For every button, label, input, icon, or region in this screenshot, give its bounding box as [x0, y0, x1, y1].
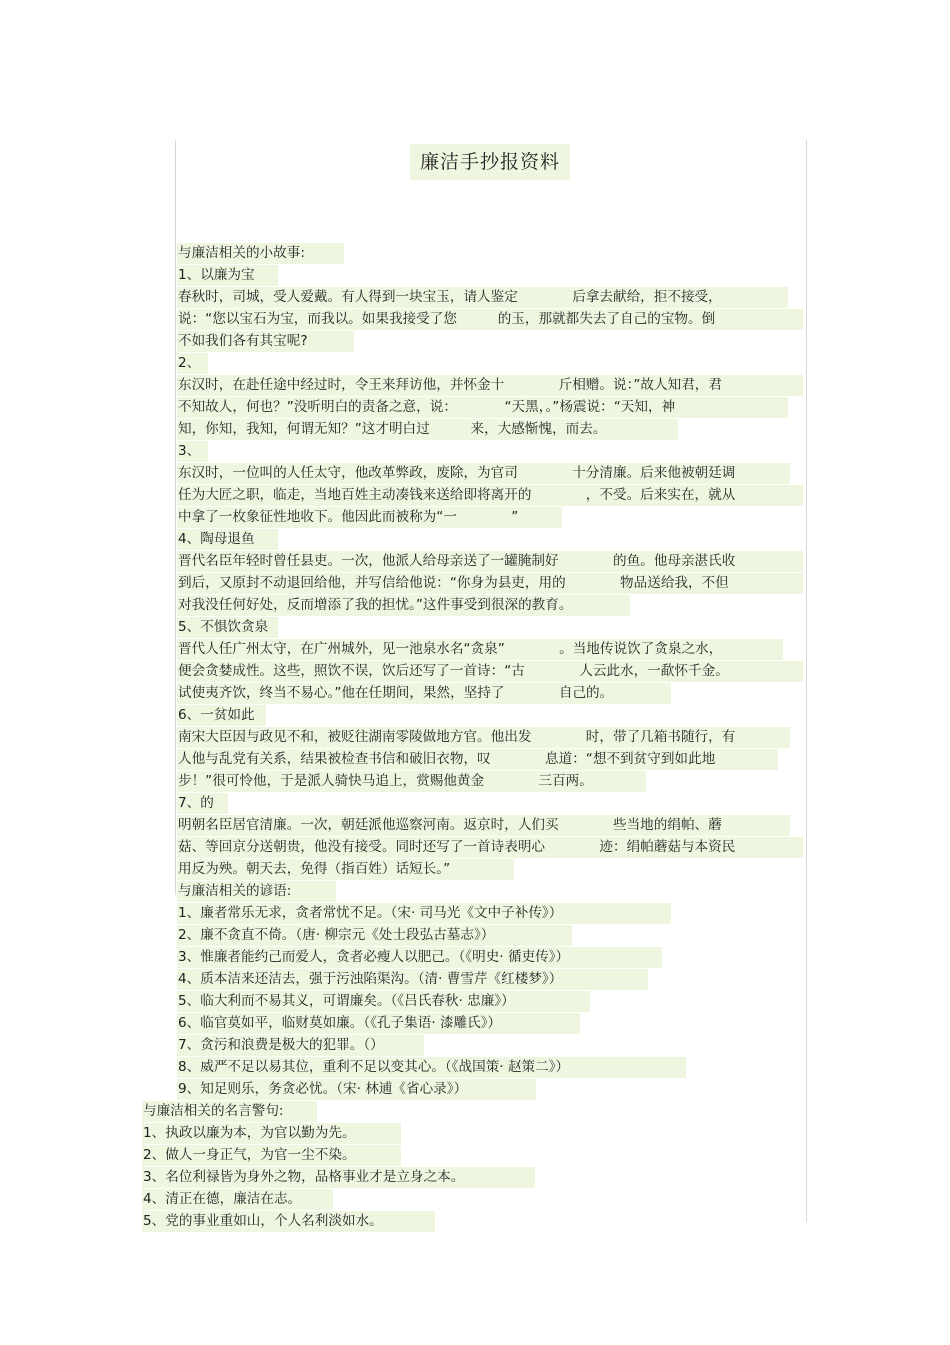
- story-line: 到后，又原封不动退回给他，并写信给他说：“你身为县吏，用的 物品送给我，不但: [177, 573, 803, 594]
- story-line: 用反为殃。朝天去，免得（指百姓）话短长。”: [177, 859, 514, 880]
- proverb-item: 9、知足则乐，务贪必忧。（宋· 林逋《省心录》）: [177, 1079, 536, 1100]
- quote-item: 4、清正在德，廉洁在志。: [142, 1189, 333, 1210]
- story-line: 7、的: [177, 793, 228, 814]
- quote-item: 2、做人一身正气，为官一尘不染。: [142, 1145, 401, 1166]
- story-line: 中拿了一枚象征性地收下。他因此而被称为“一 ”: [177, 507, 562, 528]
- story-line: 4、陶母退鱼: [177, 529, 278, 550]
- story-line: 晋代人任广州太守，在广州城外，见一池泉水名“贪泉” 。当地传说饮了贪泉之水，: [177, 639, 783, 660]
- story-line: 知，你知，我知，何谓无知？”这才明白过 来，大感惭愧，而去。: [177, 419, 678, 440]
- proverb-item: 4、质本洁来还洁去，强于污浊陷渠沟。（清· 曹雪芹《红楼梦》）: [177, 969, 648, 990]
- story-line: 便会贪婪成性。这些，照饮不误，饮后还写了一首诗：“古 人云此水，一歃怀千金。: [177, 661, 803, 682]
- story-line: 6、一贫如此: [177, 705, 266, 726]
- story-line: 人他与乱党有关系，结果被检查书信和破旧衣物，叹 息道：“想不到贫守到如此地: [177, 749, 778, 770]
- quote-item: 3、名位利禄皆为身外之物，品格事业才是立身之本。: [142, 1167, 535, 1188]
- proverb-item: 2、廉不贪直不倚。（唐· 柳宗元《处士段弘古墓志》）: [177, 925, 572, 946]
- stories-heading: 与廉洁相关的小故事:: [177, 243, 344, 264]
- story-line: 春秋时，司城，受人爱戴。有人得到一块宝玉，请人鉴定 后拿去献给，拒不接受，: [177, 287, 788, 308]
- story-line: 南宋大臣因与政见不和，被贬往湖南零陵做地方官。他出发 时，带了几箱书随行，有: [177, 727, 790, 748]
- quotes-heading: 与廉洁相关的名言警句:: [142, 1101, 317, 1122]
- proverb-item: 6、临官莫如平，临财莫如廉。（《孔子集语· 漆雕氏》）: [177, 1013, 580, 1034]
- story-line: 菇、等回京分送朝贵，他没有接受。同时还写了一首诗表明心 迹：绢帕蘑菇与本资民: [177, 837, 803, 858]
- story-line: 试使夷齐饮，终当不易心。”他在任期间，果然，坚持了 自己的。: [177, 683, 671, 704]
- story-line: 晋代名臣年轻时曾任县吏。一次，他派人给母亲送了一罐腌制好 的鱼。他母亲湛氏收: [177, 551, 803, 572]
- quote-item: 1、执政以廉为本，为官以勤为先。: [142, 1123, 401, 1144]
- proverb-item: 1、廉者常乐无求，贪者常忧不足。（宋· 司马光《文中子补传》）: [177, 903, 671, 924]
- story-line: 说：“您以宝石为宝，而我以。如果我接受了您 的玉，那就都失去了自己的宝物。倒: [177, 309, 803, 330]
- quote-item: 5、党的事业重如山，个人名利淡如水。: [142, 1211, 435, 1232]
- story-line: 对我没任何好处，反而增添了我的担忧。”这件事受到很深的教育。: [177, 595, 630, 616]
- left-margin-rule: [175, 140, 176, 895]
- proverb-item: 7、贪污和浪费是极大的犯罪。（）: [177, 1035, 424, 1056]
- story-line: 2、: [177, 353, 208, 374]
- proverbs-heading: 与廉洁相关的谚语:: [177, 881, 336, 902]
- story-line: 不知故人，何也？”没听明白的责备之意，说： “天黑，。”杨震说：“天知，神: [177, 397, 788, 418]
- story-line: 明朝名臣居官清廉。一次，朝廷派他巡察河南。返京时，人们买 些当地的绢帕、蘑: [177, 815, 790, 836]
- proverb-item: 3、惟廉者能约己而爱人，贪者必瘦人以肥己。（《明史· 循吏传》）: [177, 947, 662, 968]
- proverb-item: 5、临大利而不易其义，可谓廉矣。（《吕氏春秋· 忠廉》）: [177, 991, 590, 1012]
- story-line: 东汉时，在赴任途中经过时，令王来拜访他，并怀金十 斤相赠。说：”故人知君，君: [177, 375, 803, 396]
- story-line: 步！”很可怜他，于是派人骑快马追上，赏赐他黄金 三百两。: [177, 771, 646, 792]
- right-margin-rule: [806, 140, 807, 1222]
- story-line: 任为大匠之职，临走，当地百姓主动凑钱来送给即将离开的 ，不受。后来实在，就从: [177, 485, 803, 506]
- story-line: 1、以廉为宝: [177, 265, 278, 286]
- proverb-item: 8、威严不足以易其位，重利不足以变其心。（《战国策· 赵策二》）: [177, 1057, 686, 1078]
- story-line: 5、不惧饮贪泉: [177, 617, 278, 638]
- story-line: 3、: [177, 441, 208, 462]
- story-line: 不如我们各有其宝呢?: [177, 331, 354, 352]
- page-title: 廉洁手抄报资料: [410, 144, 570, 180]
- story-line: 东汉时，一位叫的人任太守，他改革弊政，废除，为官司 十分清廉。后来他被朝廷调: [177, 463, 790, 484]
